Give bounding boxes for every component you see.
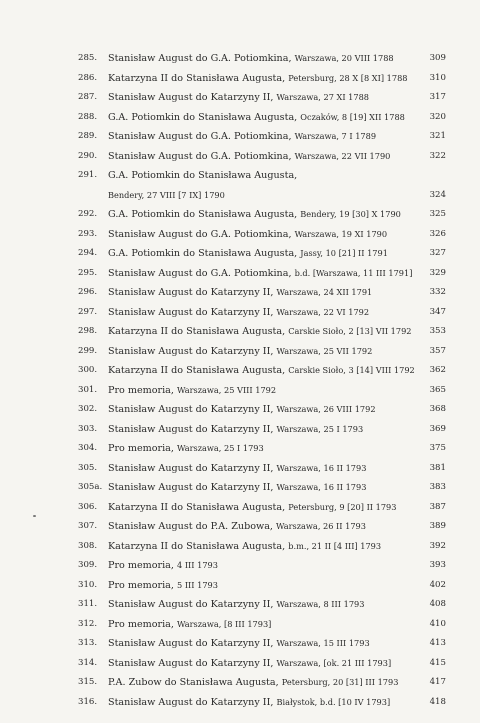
entry-place-date: Warszawa, [ok. 21 III 1793] [276,657,392,668]
entry-page-number: 410 [429,618,446,629]
toc-entry [78,186,446,206]
entry-page-number: 408 [429,599,446,609]
toc-entry [78,634,446,654]
entry-place-date: Warszawa, 7 I 1789 [294,131,377,141]
entry-title [108,322,412,342]
toc-entry [78,49,446,69]
entry-title [108,361,415,381]
entry-place-date: Warszawa, 22 VI 1792 [276,306,370,317]
entry-page-number: 415 [429,657,446,668]
entry-title [108,537,381,557]
entry-place-date: Jassy, 10 [21] II 1791 [300,248,388,258]
entry-correspondents: Stanisław August do Katarzyny II, [108,482,274,493]
entry-correspondents: Stanisław August do Katarzyny II, [108,599,274,610]
entry-place-date: Warszawa, 25 VIII 1792 [177,384,277,395]
entry-place-date: Warszawa, 27 XI 1788 [276,92,370,102]
toc-entry [78,459,446,479]
entry-number: 307. [78,521,98,531]
entry-number: 301. [78,384,98,395]
entry-page-number: 383 [429,482,446,492]
entry-number: 306. [78,501,98,512]
entry-title [108,478,366,498]
entry-number: 293. [78,228,98,239]
entry-correspondents: Stanisław August do Katarzyny II, [108,696,274,708]
entry-number: 289. [78,131,98,141]
entry-place-date: Warszawa, 8 III 1793 [276,599,365,609]
entry-title [108,498,396,518]
entry-correspondents: Pro memoria, [108,579,174,591]
entry-title [108,634,370,654]
entry-correspondents: Stanisław August do Katarzyny II, [108,657,274,669]
toc-entry [78,576,446,596]
toc-entry [78,69,446,89]
entry-correspondents: Katarzyna II do Stanisława Augusta, [108,72,286,84]
entry-number: 308. [78,540,98,551]
entry-correspondents: Katarzyna II do Stanisława Augusta, [108,326,286,337]
entry-title [108,303,369,323]
toc-entry [78,244,446,264]
entry-title [108,127,376,147]
entry-number: 290. [78,150,98,161]
entry-place-date: Carskie Sioło, 3 [14] VIII 1792 [288,365,415,375]
table-of-contents [78,49,446,712]
entry-title [108,186,225,206]
entry-page-number: 393 [429,560,446,570]
entry-page-number: 365 [429,384,446,395]
entry-title [108,244,388,264]
entry-title [108,654,391,674]
entry-correspondents: G.A. Potiomkin do Stanisława Augusta, [108,111,298,123]
entry-number: 303. [78,423,98,434]
entry-correspondents: Stanisław August do Katarzyny II, [108,423,274,435]
entry-page-number: 353 [429,326,446,336]
toc-entry [78,400,446,420]
entry-title [108,283,372,303]
toc-entry [78,537,446,557]
entry-title [108,381,276,401]
entry-correspondents: P.A. Zubow do Stanisława Augusta, [108,677,279,688]
entry-place-date: Warszawa, [8 III 1793] [177,618,272,629]
entry-number: 316. [78,696,98,707]
entry-correspondents: Stanisław August do Katarzyny II, [108,287,274,298]
entry-correspondents: Stanisław August do G.A. Potiomkina, [108,267,292,279]
entry-page-number: 322 [429,150,446,161]
entry-title [108,420,363,440]
entry-correspondents: Katarzyna II do Stanisława Augusta, [108,501,286,513]
entry-place-date: Warszawa, 26 VIII 1792 [276,404,376,414]
entry-place-date: Warszawa, 24 XII 1791 [276,287,373,297]
entry-page-number: 320 [429,111,446,122]
entry-number: 292. [78,209,98,219]
entry-title [108,264,412,284]
entry-title [108,576,218,596]
entry-number: 298. [78,326,98,336]
entry-page-number: 369 [429,423,446,434]
entry-place-date: Warszawa, 15 III 1793 [276,638,370,648]
entry-place-date: Warszawa, 25 I 1793 [177,443,264,453]
toc-entry [78,127,446,147]
entry-page-number: 317 [429,92,446,102]
entry-title [108,225,387,245]
toc-entry [78,342,446,362]
toc-entry [78,205,446,225]
entry-title [108,400,376,420]
entry-page-number: 418 [429,696,446,707]
entry-number: 291. [78,170,98,180]
entry-title [108,205,401,225]
entry-number: 312. [78,618,98,629]
toc-entry [78,595,446,615]
toc-entry [78,303,446,323]
entry-place-date: b.d. [Warszawa, 11 III 1791] [294,267,413,278]
entry-page-number: 347 [429,306,446,317]
toc-entry [78,283,446,303]
toc-entry [78,517,446,537]
entry-correspondents: Stanisław August do Katarzyny II, [108,306,274,318]
entry-page-number: 329 [429,267,446,278]
entry-title [108,49,394,69]
entry-title [108,615,271,635]
entry-place-date: Warszawa, 26 II 1793 [276,521,366,531]
entry-correspondents: Pro memoria, [108,443,174,454]
entry-place-date: Warszawa, 16 II 1793 [276,462,367,473]
toc-entry [78,654,446,674]
entry-number: 310. [78,579,98,590]
entry-place-date: Carskie Sioło, 2 [13] VII 1792 [288,326,412,336]
entry-page-number: 362 [429,365,446,375]
entry-title [108,459,366,479]
entry-number: 297. [78,306,98,317]
entry-correspondents: Stanisław August do G.A. Potiomkina, [108,150,292,162]
entry-place-date: Warszawa, 25 VII 1792 [276,345,373,356]
entry-correspondents: Stanisław August do Katarzyny II, [108,345,274,357]
entry-correspondents: Pro memoria, [108,560,174,571]
entry-correspondents: Stanisław August do G.A. Potiomkina, [108,53,292,64]
entry-place-date: Bendery, 19 [30] X 1790 [300,209,401,219]
entry-title [108,342,372,362]
entry-place-date: Warszawa, 19 XI 1790 [294,228,388,239]
entry-number: 295. [78,267,98,278]
entry-correspondents: Katarzyna II do Stanisława Augusta, [108,540,286,552]
entry-correspondents: Stanisław August do Katarzyny II, [108,638,274,649]
toc-entry [78,498,446,518]
entry-correspondents: Stanisław August do Katarzyny II, [108,92,274,103]
toc-entry [78,108,446,128]
entry-number: 300. [78,365,98,375]
entry-number: 313. [78,638,98,648]
entry-number: 299. [78,345,98,356]
entry-number: 309. [78,560,98,570]
entry-title [108,673,398,693]
entry-page-number: 321 [429,131,446,141]
entry-page-number: 417 [429,677,446,687]
entry-correspondents: Stanisław August do Katarzyny II, [108,462,274,474]
entry-place-date: Bendery, 27 VIII [7 IX] 1790 [108,189,225,200]
entry-correspondents: Stanisław August do G.A. Potiomkina, [108,131,292,142]
entry-page-number: 325 [429,209,446,219]
entry-page-number: 310 [429,72,446,83]
toc-entry [78,88,446,108]
paper-speck [33,515,36,517]
entry-place-date: 5 III 1793 [177,579,218,590]
entry-page-number: 389 [429,521,446,531]
entry-correspondents: G.A. Potiomkin do Stanisława Augusta, [108,248,298,259]
entry-correspondents: Stanisław August do P.A. Zubowa, [108,521,273,532]
entry-page-number: 368 [429,404,446,414]
entry-page-number: 381 [429,462,446,473]
entry-number: 314. [78,657,98,668]
toc-entry [78,147,446,167]
entry-place-date: Warszawa, 20 VIII 1788 [294,53,394,63]
entry-number: 315. [78,677,98,687]
entry-page-number: 326 [429,228,446,239]
entry-title [108,556,218,576]
entry-title [108,108,405,128]
entry-page-number: 309 [429,53,446,63]
entry-title [108,517,366,537]
entry-correspondents: Stanisław August do G.A. Potiomkina, [108,228,292,240]
toc-entry [78,478,446,498]
entry-number: 294. [78,248,98,258]
entry-title [108,595,364,615]
toc-entry [78,322,446,342]
entry-correspondents: Pro memoria, [108,618,174,630]
entry-number: 286. [78,72,98,83]
entry-page-number: 375 [429,443,446,453]
entry-place-date: 4 III 1793 [177,560,218,570]
entry-number: 296. [78,287,98,297]
entry-correspondents: Pro memoria, [108,384,174,396]
entry-correspondents: G.A. Potiomkin do Stanisława Augusta, [108,209,298,220]
entry-correspondents: Stanisław August do Katarzyny II, [108,404,274,415]
entry-place-date: Petersburg, 20 [31] III 1793 [281,677,399,687]
toc-entry [78,439,446,459]
toc-entry [78,264,446,284]
toc-entry [78,420,446,440]
toc-entry [78,381,446,401]
entry-correspondents: G.A. Potiomkin do Stanisława Augusta, [108,170,298,181]
toc-entry [78,556,446,576]
entry-place-date: Warszawa, 16 II 1793 [276,482,367,492]
entry-number: 305. [78,462,98,473]
entry-title [108,693,390,713]
entry-number: 305a. [78,482,103,492]
toc-entry [78,615,446,635]
toc-entry [78,361,446,381]
entry-page-number: 357 [429,345,446,356]
entry-place-date: Warszawa, 22 VII 1790 [294,150,391,161]
entry-place-date: Warszawa, 25 I 1793 [276,423,364,434]
entry-page-number: 402 [429,579,446,590]
entry-number: 288. [78,111,98,122]
toc-entry [78,166,446,186]
entry-place-date: Petersburg, 9 [20] II 1793 [288,501,397,512]
entry-number: 287. [78,92,98,102]
entry-number: 304. [78,443,98,453]
toc-entry [78,693,446,713]
entry-title [108,439,264,459]
entry-correspondents: Katarzyna II do Stanisława Augusta, [108,365,286,376]
entry-page-number: 392 [429,540,446,551]
toc-entry [78,225,446,245]
entry-number: 302. [78,404,98,414]
entry-number: 311. [78,599,98,609]
entry-page-number: 413 [429,638,446,648]
entry-title [108,147,390,167]
entry-page-number: 327 [429,248,446,258]
entry-page-number: 332 [429,287,446,297]
entry-place-date: Petersburg, 28 X [8 XI] 1788 [288,72,408,83]
entry-title [108,88,369,108]
entry-page-number: 324 [429,189,446,200]
entry-title [108,166,297,186]
entry-place-date: Białystok, b.d. [10 IV 1793] [276,696,391,707]
entry-page-number: 387 [429,501,446,512]
entry-place-date: Oczaków, 8 [19] XII 1788 [300,111,405,122]
entry-title [108,69,408,89]
toc-entry [78,673,446,693]
entry-number: 285. [78,53,98,63]
entry-place-date: b.m., 21 II [4 III] 1793 [288,540,382,551]
